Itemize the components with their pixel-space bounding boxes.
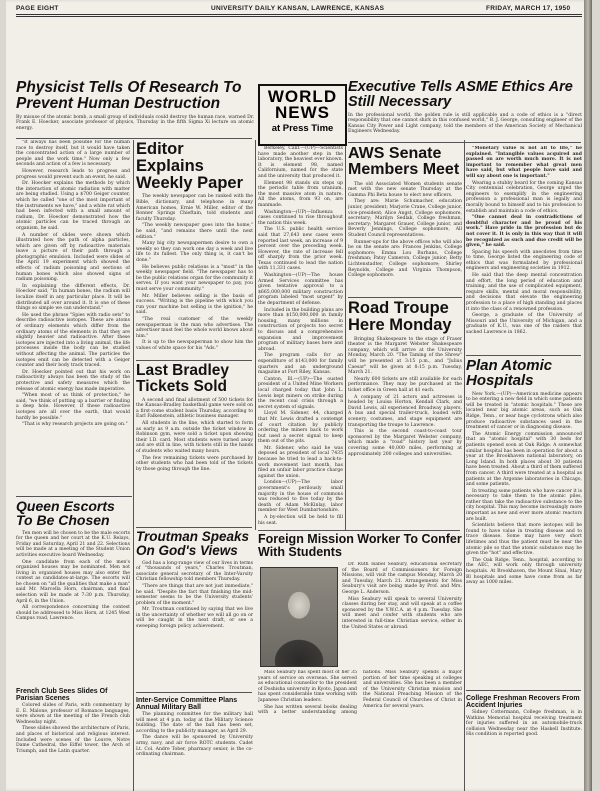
paragraph: George, a graduate of the University of Missouri and the University of Michigan, and a graduate of K.U., was one of the raiders that sacked Lawrence in 1862. xyxy=(466,313,582,335)
section-rule xyxy=(258,530,460,531)
section-rule xyxy=(466,355,581,356)
queen-headline: Queen Escorts To Be Chosen xyxy=(16,499,115,529)
paragraph: Included in the building plans are more than $150,000,000 in family housing, many millions in construction of projects too secret to discuss and a comprehensive expansion and improvement program of military bases here and abroad. xyxy=(258,307,343,352)
paragraph: Canton, Ill.—(UP)—The ousted president of a United Mine Workers local charged today that John L. Lewis kept miners on strike during the recent coal crisis through a secret system of signals. xyxy=(258,376,343,410)
aws-headline: AWS Senate Members Meet xyxy=(348,146,460,179)
portrait-photo xyxy=(260,567,338,667)
paragraph: Ten men will be chosen to be the male escorts for the queen and her court at the K.U. Relays, Friday and Saturday, April 21 and 22. Selections will be made at a meeting of the Student Union activities executive board Wednesday. xyxy=(16,530,130,558)
troutman-article xyxy=(136,530,253,690)
paragraph: The few remaining tickets were purchased by other students who had been told of the tickets by those going through the line. xyxy=(136,455,253,472)
page-header xyxy=(6,0,592,14)
world-news-box xyxy=(258,84,347,146)
paragraph: "There are things that are not just immediate," he said. "Despite the fact that finishing the mid-semester seems to be the University students' problem of the moment." xyxy=(136,583,253,606)
paragraph: One candidate from each of the men's organized houses may be nominated. Men not living in organized houses may also enter the contest as candidates-at-large. The escorts will be chosen on "all the qualities that make a man" said Mr. Marcella Horn, chairman, and final selection will be made at 7:30 p.m. Thursday, April 6, in the Union. xyxy=(16,559,130,604)
foreign-mission-article xyxy=(258,670,462,788)
editor-article xyxy=(136,141,253,357)
paragraph: Colored slides of Paris, with commentary by E. E. Malone, professor of Romance languages, were shown at the meeting of the French club Wednesday night. xyxy=(16,703,130,725)
atomic-headline: Plan Atomic Hospitals xyxy=(466,358,553,390)
paragraph: The old Associated Women students senate met with the new senate Thursday at the Gamma Phi Beta house to elect new officers. xyxy=(348,181,462,198)
newspaper-name: UNIVERSITY DAILY KANSAN, LAWRENCE, KANSAS xyxy=(211,5,385,12)
physicist-headline-block xyxy=(16,80,254,136)
paragraph: The U.S. public health service said that 27,643 new cases were reported last week, an increase of 9 percent over the preceding week. However, the rate of increase fell off sharply from the prior week. Texas continued to lead the nation with 11,331 cases. xyxy=(258,227,343,272)
paragraph: These slides showed the architecture of Paris, and places of historical and religious interest. Included were scenes of the Louvre, Notre Dame Cathedral, the Eiffel tower, the Arch of Triumph, and the Latin quarter. xyxy=(16,726,130,754)
paragraph: She has written several books dealing with a better understanding among nations. Miss Seabury spends a major portion of her time speaking at colleges and universities. She has been a member of the University Christian mission and the National Preaching Mission of the Federal Council of Churches of Christ in America for several years. xyxy=(258,670,462,716)
header-rule xyxy=(16,14,582,15)
paragraph: The Oak Ridge, Tenn., hospital, according to the AEC, will work only through university hospitals. At Brookhaven, the Mount Sinai, Mary Bl hospitals and some have come from as far away as 1000 miles. xyxy=(466,557,582,586)
page-number: PAGE EIGHT xyxy=(16,5,59,12)
queen-article xyxy=(16,499,130,684)
paragraph: All students in the line, which started to form as early as 9 a.m. outside the ticket window in Robinson gym, were sold a ticket upon showing their I.D. card. Most students were turned away and are still in line, with tickets still in the hands of students who waited many hours. xyxy=(136,420,253,454)
paragraph: Runner-ups for the above offices who will also be on the senate are: Frances Jenkins, College sophomore; Emma Lou Burhans, College freshman; Patsy Cameron, College junior; Betty Lichtenstadter, College sophomore; Shirley Reynolds, College and Virginia Thompson, College sophomore. xyxy=(348,239,462,279)
paragraph: Washington—(UP)—The house Armed Services committee has given tentative approval to a $665,000,000 military construction program labeled "most urgent" by the department of defense. xyxy=(258,273,343,307)
paragraph: In explaining the different effects, Dr. Hoecker said, "In human bones, the radium will localize itself in any particular place. It will be distributed all over around it. It is one of these things so simple we can understand." xyxy=(16,283,130,312)
college-freshman-article xyxy=(466,693,582,787)
aws-article xyxy=(348,146,462,294)
section-rule xyxy=(16,138,252,139)
issue-date: FRIDAY, MARCH 17, 1950 xyxy=(486,5,571,12)
paragraph: "The real customer of the weekly newspaperman is the man who advertises. The advertiser must feel the whole world knows about him." xyxy=(136,316,253,339)
physicist-headline: Physicist Tells Of Research To Prevent Human Destruction xyxy=(16,80,242,112)
physicist-article xyxy=(16,140,130,494)
section-rule xyxy=(136,527,252,528)
college-headline: College Freshman Recovers From Accident Injuries xyxy=(466,695,580,709)
paragraph: All correspondence concerning the contest should be addressed to Miss Horn, at 1245 West Campus road, Lawrence. xyxy=(16,605,130,622)
paragraph: Spacing his speech with anecdotes from time to time, George listed the engineering code of ethics that was formulated by professional engineers and engineering societies in 1912. xyxy=(466,249,582,272)
french-headline: French Club Sees Slides Of Parisian Scenes xyxy=(16,688,108,702)
paragraph: "Monetary value is not all to life," he explained. "Intangible values acquired and passed on are worth much more. It is not important to remember what great men have said, but what people have said and will say about one is important." xyxy=(466,146,582,179)
military-ball-article xyxy=(136,695,253,787)
page-spine xyxy=(584,0,592,791)
column-rule xyxy=(133,140,134,791)
editor-headline: Editor Explains Weekly Paper xyxy=(136,141,244,192)
world-news-subtitle: at Press Time xyxy=(271,123,334,134)
paragraph: "That is why research projects are going on." xyxy=(22,422,128,428)
bradley-headline: Last Bradley Tickets Sold xyxy=(136,363,230,395)
paragraph: The planning committee for the military ball will meet at 4 p.m. today at the Military Science building. The date of the ball has been set, according to the publicity manager, as April 29. xyxy=(136,712,253,734)
paragraph: Dr. Hoecker pointed out that his work on radioactivity always has been the study of the protective and safety measures which the release of atomic energy has made imperative. xyxy=(16,369,130,392)
paragraph: Mr. Troutman continued by saying that we live in the uncertainty of whether we will all go on or will be caught in the next draft, or see a sweeping foreign policy achievement. xyxy=(136,607,253,630)
ethics-headline-block xyxy=(348,80,582,140)
paragraph: The program calls for an expenditure of $143,000 for family quarters and an underground magazine at Fort Riley, Kansas. xyxy=(258,353,343,376)
paragraph: Bringing Shakespeare to the stage of Fraser theater is the Margaret Webster Shakespeare company, which will arrive at the University Monday, March 20. "The Taming of the Shrew" will be presented at 3:15 p.m., and "Julius Caesar" will be given at 8:15 p.m. Tuesday, March 21. xyxy=(348,336,462,376)
physicist-lead: By misuse of the atomic bomb, a small group of individuals could destroy the human race, warned Dr. Frank E. Hoecker, associate professor of physics, Thursday in the fifth Sigma Xi lecture on atomic energy. xyxy=(16,114,254,131)
world-news-article xyxy=(258,146,343,526)
paragraph: A by-election will be held to fill his seat. xyxy=(258,515,343,526)
paragraph: A company of 21 actors and actresses is headed by Louisa Horton, Kendall Clark, and David Lewis, all experienced Broadway players. A bus and special trailer-truck, loaded with scenery, costumes, and stage equipment are transporting the troupe to Lawrence. xyxy=(348,394,462,428)
section-rule xyxy=(136,692,252,693)
paragraph: "The weekly newspaper goes into the home," he said, "and remains there until the next edition." xyxy=(136,223,253,240)
paragraph: Mr. Miller believes selling is the basis of success. "Writing is the pipeline with which you run your machine but selling is the ignition," he said. xyxy=(136,293,253,316)
paragraph: He said that the deep mental concentration and effort, the long period of education and training, and the use of complicated equipment, require skills, mental and moral responsibility, and decisions that elevate the engineering profession to a place of high standing and places it into the class of a renowned profession. xyxy=(466,273,582,312)
foreign-headline: Foreign Mission Worker To Confer With Students xyxy=(258,533,462,559)
paragraph: "It always has been possible for the human race to destroy itself, but it would have taken the concentrated action of a large number of people and the work time." Now only a few seconds and action of a few is necessary. xyxy=(16,140,130,168)
paragraph: "One cannot deal in contradictions of doubtful character and be proud of his work." Have pride in the profession but do not cover it. It is only in this way that it will be recognized as such and due credit will be given," he said. xyxy=(466,215,582,249)
section-rule xyxy=(16,496,132,497)
section-rule xyxy=(466,690,581,691)
paragraph: Washington—(UP)—Influenza cases continued to rise throughout the nation this week. xyxy=(258,209,343,226)
paragraph: They are: Marie Schumacher, education junior, president; Marjorie Crane, College junior, vice-president; Alice Angst, College sophomore, secretary; Marilyn Sedlak, College freshman, secretary; Margaret Grauer, College junior, and Beverly Jennings, College sophomore, All Student Council representatives. xyxy=(348,199,462,238)
physicist-body xyxy=(16,140,130,428)
paragraph: Dr. Ruth Isabel Seabury, educational secretary of the Board of Commissioners for Foreign Missions, will visit the campus Monday, March 20 and Tuesday, March 21. Arrangements for Miss Seabury's visit are being made by Prof. and Mrs. George L. Anderson. xyxy=(342,562,462,595)
foreign-lead xyxy=(342,562,462,668)
ethics-lead: In the professional world, the golden rule is still applicable and a code of ethics is a "direct responsibility that one cannot shirk in this confused world," B. J. George, consulting engineer of the Kansas City Power and Light company, told the members of the American Society of Mechanical Engineers Wednesday. xyxy=(348,112,582,135)
bradley-article xyxy=(136,363,253,525)
french-club-article xyxy=(16,686,130,786)
paragraph: Mr. Sidener, who said he was deposed as president of local 7435 because he tried to lead a back-to-work movement last month, has filed an unfair labor practice charge against the union. xyxy=(258,445,343,479)
road-troupe-article xyxy=(348,300,462,528)
ethics-headline: Executive Tells ASME Ethics Are Still Necessary xyxy=(348,80,573,110)
section-rule xyxy=(136,360,252,361)
paragraph: Many big city newspapermen desire to own a weekly so they can work one day a week and live life to its fullest. The only thing is, it can't be done." xyxy=(136,241,253,264)
interservice-headline: Inter-Service Committee Plans Annual Military Ball xyxy=(136,697,238,711)
paragraph: London—(UP)—The labor government's perilously small majority in the house of commons was reduced to five today by the death of Adam McKinlay, labor member for West Dumbartonshire. xyxy=(258,480,343,514)
paragraph: The weekly newspaper can be ranked with the Bible, dictionary, and telephone in many American homes, Ernie W. Miller, editor of the Bonner Springs Chieftain, told students and faculty Thursday. xyxy=(136,194,253,222)
column-rule xyxy=(464,140,465,791)
paragraph: Scientists believe that more isotopes will be found to have value in treating disease and to trace disease. Some may have very short lifetimes and thus the patient must be near the atomic pile so that the atomic substance may be given the "hot" and effective. xyxy=(466,523,582,557)
section-rule xyxy=(348,297,462,298)
paragraph: Element 98 stands six steps up the periodic table from uranium, the most massive atom in nature. All the atoms, from 93 on, are manmade. xyxy=(258,180,343,208)
section-rule xyxy=(348,142,581,143)
column-rule xyxy=(345,84,346,530)
paragraph: This is the second coast-to-coast tour sponsored by the Margaret Webster company, which made a "road" history last year by covering some 40,000 miles, performing at approximately 200 colleges and universities. xyxy=(348,429,462,457)
paragraph: Berkeley, Calif.—(UP)—Scientists have made another step in the laboratory, the heaviest ever known. It is element 98, named Californium, named for the state and the university that produced it. xyxy=(258,146,343,179)
paragraph: Wearing a stubby beard for the coming Kansas City centennial celebration, George urged the engineers to exemplify in the engineering profession a professional man is legally and morally bound to himself and to his profession to establish and maintain a code of ethics. xyxy=(466,180,582,214)
world-news-title: WORLD NEWS xyxy=(267,87,338,122)
paragraph: A number of slides were shown which illustrated how the path of alpha particles, which are given off by radioactive materials leave a picture of their path through a photographic emulsion. Included were slides of the April 19 experiment which showed the effects of radium poisoning and sections of human bones which also showed signs of radium poisoning. xyxy=(16,232,130,283)
road-troupe-headline: Road Troupe Here Monday xyxy=(348,300,452,334)
paragraph: Nearly 600 tickets are still available for each performance. They may be purchased at the ticket office in Green hall at $1 each. xyxy=(348,376,462,393)
paragraph: Dr. Hoecker explains the methods by which the interaction of atomic radiation with matter are being studied. Using a $700 Geiger counter, which he called "one of the most important of the instruments we have," and a white rat which had been infected with a small amount of radium, Dr. Hoecker demonstrated how the atomic particles can be traced through an organism, he said. xyxy=(16,181,130,231)
paragraph: Miss Seabury has spent most of her 35 years of service on overseas. She served as educational counsellor to the president of Doshisha university in Kyoto, Japan and has spent considerable time working with Japanese Christian leaders. xyxy=(258,670,357,703)
paragraph: However, research leads to progress and progress would prevent such an event, he said. xyxy=(16,168,130,180)
ethics-article xyxy=(466,146,582,352)
paragraph: The dance will be sponsored by University army, navy, and air force ROTC students. Cadet Lt. Col. Andre Tober, pharmacy senior, is the co-ordinating chairman. xyxy=(136,735,253,758)
paragraph: It is up to the newspaperman to show him the values of white space for his "Ads." xyxy=(136,340,253,351)
column-rule xyxy=(255,140,256,530)
troutman-headline: Troutman Speaks On God's Views xyxy=(136,530,250,558)
paragraph: Lloyd M. Sidener, 44, charged that Mr. Lewis drafted a contempt of court citation by publicly ordering the miners back to work but used a secret signal to keep them out of the pits. xyxy=(258,411,343,445)
paragraph: In treating some patients who have cancer it is necessary to take them to the atomic piles, rather than take the radioactive substance to the city hospital. This may become increasingly more important as new and ever more atomic reactors are built. xyxy=(466,488,582,522)
paragraph: Miss Seabury will speak to several University classes during her stay, and will speak at a coffee sponsored by the Y.W.C.A. at 4 p.m. Tuesday. She will meet and confer with students who are interested in full-time Christian service, either in the United States or abroad. xyxy=(342,596,462,630)
header-rule-thin xyxy=(16,16,582,17)
paragraph: Sidney Cottermann, College freshman, is in Watkins Memorial hospital receiving treatment for injuries suffered in an automobile-truck collision Wednesday near the Haskell Institute. His condition is reported good. xyxy=(466,710,582,738)
paragraph: The Atomic Energy commission announced that an "atomic hospital" with 30 beds for patients opened soon at Oak Ridge. A somewhat similar hospital has been in operation for about a year at the Brookhaven national laboratory, on Long Island. In both places about 30 patients have been treated. About a third of them suffered from cancer. A third were treated at a hospital as patients at the Argonne laboratories in Chicago, and some patients. xyxy=(466,431,582,488)
newspaper-page xyxy=(6,0,592,791)
paragraph: A second and final allotment of 500 tickets for the Kansas-Bradley basketball game were sold on a first-come student basis Thursday, according to Earl Falkenstein, athletic business manager. xyxy=(136,397,253,420)
paragraph: "When most of us think of protection," he said, "we think of putting up a barrier or finding a deep hole. However, if these radioactive isotopes are all over the earth, that would hardly be possible." xyxy=(16,393,130,421)
paragraph: He believes public relations is a "must" in the weekly newspaper field. "The newspaper has to be the public relations organ for the community it serves. If you want your newspaper to pay, you must serve your community." xyxy=(136,264,253,292)
paragraph: He used the phrase "Spies with radio sets" to describe radioactive isotopes. These are atoms of ordinary elements which differ from the ordinary atoms of the elements in that they are slightly heavier and radioactive. After these isotopes are injected into a living animal, the life processes inside the body can be studied without affecting the animal. The particles the isotopes emit can be detected with a Geiger counter and their body track traced. xyxy=(16,312,130,369)
atomic-hospitals-article xyxy=(466,358,582,688)
paragraph: God has a long-range view of our lives in terms of "thousands of years," Charles Troutman, associate general secretary of the Inter-Varsity Christian fellowship told members Thursday. xyxy=(136,560,253,583)
paragraph: New York.—(UP)—American medicine appears to be entering a new field in which some patients will be treated in "atomic hospitals." These are located near big atomic areas, such as Oak Ridge, Tenn., or near huge cyclotrons which also produce radioactive substances used in the treatment of cancer or in diagnosing disease. xyxy=(466,391,582,431)
